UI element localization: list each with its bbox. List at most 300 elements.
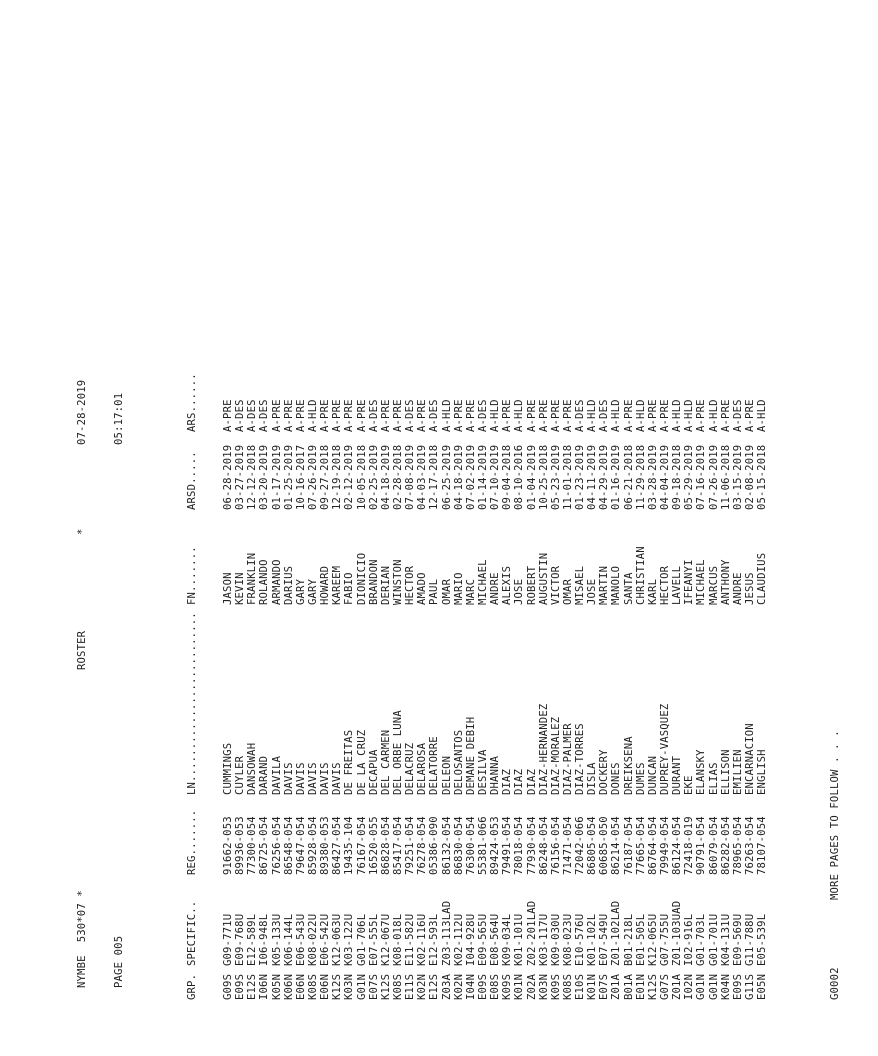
grp-cell: G09S [221,973,234,1000]
first-name-cell: JASON [221,572,234,605]
arsd-cell: 03-28-2019 [646,444,659,510]
reg-cell: 86764-054 [646,816,659,875]
grp-cell: E07S [598,973,611,1000]
specific-cell: K04-131U [719,913,732,966]
specific-cell: E12-593L [428,913,441,966]
last-name-cell: ELANSKY [695,749,708,795]
table-row [526,350,538,1000]
grp-cell: E09S [234,973,247,1000]
reg-cell: 79647-054 [294,816,307,875]
reg-cell: 86828-054 [379,816,392,875]
table-row [744,350,756,1000]
ars-cell: A-DES [574,399,587,432]
first-name-cell: HOWARD [319,565,332,605]
arsd-cell: 06-21-2018 [622,444,635,510]
arsd-cell: 08-10-2016 [513,444,526,510]
first-name-cell: MISAEL [574,565,587,605]
grp-cell: Z01A [610,973,623,1000]
ars-cell: A-HLD [671,399,684,432]
specific-cell: E06-542U [319,913,332,966]
reg-cell: 85928-054 [306,816,319,875]
first-name-cell: JESUS [744,572,757,605]
reg-cell: 86725-054 [258,816,271,875]
grp-cell: K09S [501,973,514,1000]
specific-cell: E11-582U [404,913,417,966]
reg-cell: 78018-054 [513,816,526,875]
first-name-cell: FRANKLIN [246,552,259,605]
table-row [222,350,234,1000]
ars-cell: A-DES [731,399,744,432]
grp-cell: K03N [537,973,550,1000]
ars-cell: A-PRE [464,399,477,432]
specific-cell: G01-701U [707,913,720,966]
arsd-cell: 07-26-2019 [306,444,319,510]
arsd-cell: 09-18-2018 [671,444,684,510]
grp-cell: Z02A [525,973,538,1000]
reg-cell: 79949-054 [659,816,672,875]
arsd-cell: 01-25-2019 [282,444,295,510]
last-name-cell: DAVIS [306,762,319,795]
column-header-specific: SPECIFIC.. [185,900,198,966]
grp-cell: E12S [246,973,259,1000]
reg-cell: 71471-054 [561,816,574,875]
first-name-cell: KARL [646,578,659,605]
first-name-cell: OMAR [561,578,574,605]
grp-cell: K08S [391,973,404,1000]
reg-cell: 89424-053 [489,816,502,875]
ars-cell: A-PRE [744,399,757,432]
ars-cell: A-PRE [549,399,562,432]
table-row [659,350,671,1000]
ars-cell: A-PRE [452,399,465,432]
grp-cell: E09S [476,973,489,1000]
table-row [489,350,501,1000]
table-row [598,350,610,1000]
reg-cell: 79491-054 [501,816,514,875]
specific-cell: E06-543U [294,913,307,966]
ars-cell: A-DES [367,399,380,432]
last-name-cell: DIAZ [525,768,538,795]
first-name-cell: OMAR [440,578,453,605]
ars-cell: A-HLD [513,399,526,432]
ars-cell: A-PRE [622,399,635,432]
column-header-ln: LN.......................... [185,612,198,795]
first-name-cell: ANDRE [731,572,744,605]
reg-cell: 77665-054 [634,816,647,875]
table-row [416,350,428,1000]
grp-cell: K12S [379,973,392,1000]
table-row [258,350,270,1000]
ars-cell: A-PRE [501,399,514,432]
last-name-cell: DEL CARMEN [379,729,392,795]
last-name-cell: DOCKERY [598,749,611,795]
reg-cell: 86548-054 [282,816,295,875]
ars-cell: A-HLD [756,399,769,432]
specific-cell: I02-916L [683,913,696,966]
ars-cell: A-HLD [634,399,647,432]
grp-cell: Z03A [440,973,453,1000]
ars-cell: A-PRE [343,399,356,432]
last-name-cell: DELEON [440,755,453,795]
grp-cell: G11S [744,973,757,1000]
table-row [708,350,720,1000]
grp-cell: E10S [574,973,587,1000]
grp-cell: K12S [331,973,344,1000]
specific-cell: K12-063U [331,913,344,966]
table-row [562,350,574,1000]
grp-cell: E06N [294,973,307,1000]
last-name-cell: DAVIS [294,762,307,795]
table-row [307,350,319,1000]
arsd-cell: 03-15-2019 [731,444,744,510]
first-name-cell: LAVELL [671,565,684,605]
specific-cell: E10-576U [574,913,587,966]
column-header-fn: FN....... [185,546,198,605]
arsd-cell: 11-06-2018 [719,444,732,510]
reg-cell: 86132-054 [440,816,453,875]
specific-cell: G01-703L [695,913,708,966]
arsd-cell: 12-12-2018 [246,444,259,510]
arsd-cell: 10-25-2018 [537,444,550,510]
grp-cell: K02N [452,973,465,1000]
grp-cell: E06N [319,973,332,1000]
arsd-cell: 01-23-2019 [574,444,587,510]
report-time: 05:17:01 [112,392,125,445]
reg-cell: 72418-019 [683,816,696,875]
table-row [671,350,683,1000]
first-name-cell: DIONICIO [355,552,368,605]
first-name-cell: MARC [464,578,477,605]
table-row [610,350,622,1000]
roster-document [52,350,853,1000]
specific-cell: K09-030U [549,913,562,966]
document-title: ROSTER [76,630,89,670]
arsd-cell: 06-28-2019 [221,444,234,510]
reg-cell: 78965-054 [731,816,744,875]
specific-cell: Z01-102LAD [610,900,623,966]
table-row [635,350,647,1000]
table-row [732,350,744,1000]
specific-cell: K08-018L [391,913,404,966]
table-row [404,350,416,1000]
last-name-cell: DEL ORBE LUNA [391,710,404,795]
table-row [283,350,295,1000]
last-name-cell: DUNCAN [646,755,659,795]
last-name-cell: ENCARNACION [744,723,757,795]
footer-code: G0002 [828,967,841,1000]
reg-cell: 76263-054 [744,816,757,875]
arsd-cell: 01-17-2019 [270,444,283,510]
last-name-cell: DELOSANTOS [452,729,465,795]
specific-cell: K03-122U [343,913,356,966]
specific-cell: Z03-113LAD [440,900,453,966]
table-row [586,350,598,1000]
arsd-cell: 09-04-2018 [501,444,514,510]
table-row [501,350,513,1000]
header-line-2 [113,350,125,1000]
reg-cell: 76156-054 [549,816,562,875]
last-name-cell: DUPREY-VASQUEZ [659,703,672,795]
last-name-cell: ENGLISH [756,749,769,795]
reg-cell: 76256-054 [270,816,283,875]
reg-cell: 86214-054 [610,816,623,875]
table-row [441,350,453,1000]
arsd-cell: 06-25-2019 [440,444,453,510]
first-name-cell: HECTOR [404,565,417,605]
arsd-cell: 05-29-2019 [683,444,696,510]
ars-cell: A-DES [258,399,271,432]
specific-cell: K08-023U [561,913,574,966]
grp-cell: K05N [270,973,283,1000]
last-name-cell: DHANNA [489,755,502,795]
last-name-cell: DELAROSA [416,742,429,795]
last-name-cell: EMILIEN [731,749,744,795]
reg-cell: 76187-054 [622,816,635,875]
last-name-cell: DIAZ [513,768,526,795]
first-name-cell: BRANDON [367,559,380,605]
first-name-cell: DARIUS [282,565,295,605]
first-name-cell: ROBERT [525,565,538,605]
arsd-cell: 04-11-2019 [586,444,599,510]
arsd-cell: 01-14-2019 [476,444,489,510]
table-row [513,350,525,1000]
ars-cell: A-HLD [586,399,599,432]
specific-cell: K02-112U [452,913,465,966]
specific-cell: E07-555L [367,913,380,966]
page-number: PAGE 005 [112,935,125,988]
reg-cell: 91662-053 [221,816,234,875]
grp-cell: K02N [416,973,429,1000]
ars-cell: A-DES [404,399,417,432]
table-row [319,350,331,1000]
ars-cell: A-HLD [306,399,319,432]
arsd-cell: 04-18-2019 [379,444,392,510]
table-row [343,350,355,1000]
reg-cell: 05386-090 [428,816,441,875]
last-name-cell: ELIAS [707,762,720,795]
specific-cell: E08-564U [489,913,502,966]
ars-cell: A-PRE [379,399,392,432]
specific-cell: E09-565U [476,913,489,966]
first-name-cell: KEVIN [234,572,247,605]
last-name-cell: DIAZ-MORALEZ [549,716,562,795]
specific-cell: K02-116U [416,913,429,966]
table-row [538,350,550,1000]
grp-cell: K01N [586,973,599,1000]
first-name-cell: MARIO [452,572,465,605]
first-name-cell: ALEXIS [501,565,514,605]
reg-cell: 77930-054 [525,816,538,875]
last-name-cell: CUYLER [234,755,247,795]
grp-cell: I02N [683,973,696,1000]
arsd-cell: 11-29-2018 [634,444,647,510]
specific-cell: K08-022U [306,913,319,966]
specific-cell: I06-948L [258,913,271,966]
header-line-1 [76,350,88,1000]
reg-cell: 55381-066 [476,816,489,875]
table-row [428,350,440,1000]
table-row [368,350,380,1000]
column-header-arsd: ARSD..... [185,451,198,510]
specific-cell: G11-788U [744,913,757,966]
grp-cell: G07S [659,973,672,1000]
specific-cell: Z02-201LAD [525,900,538,966]
table-row [271,350,283,1000]
ars-cell: A-HLD [440,399,453,432]
grp-cell: K04N [719,973,732,1000]
last-name-cell: DE FREITAS [343,729,356,795]
arsd-cell: 07-02-2019 [464,444,477,510]
ars-cell: A-PRE [659,399,672,432]
specific-cell: Z01-103UAD [671,900,684,966]
table-row [392,350,404,1000]
last-name-cell: DREIKSENA [622,736,635,795]
header-star: * [76,528,89,535]
last-name-cell: DANSOWAH [246,742,259,795]
first-name-cell: ANTHONY [719,559,732,605]
grp-cell: E08S [489,973,502,1000]
last-name-cell: DONES [610,762,623,795]
grp-cell: K09S [549,973,562,1000]
last-name-cell: DAVIS [319,762,332,795]
table-row [756,350,768,1000]
last-name-cell: DISLA [586,762,599,795]
grp-cell: I06N [258,973,271,1000]
table-row [574,350,586,1000]
grp-cell: K12S [646,973,659,1000]
arsd-cell: 10-16-2017 [294,444,307,510]
table-row [683,350,695,1000]
ars-cell: A-PRE [319,399,332,432]
specific-cell: K06-144L [282,913,295,966]
roster-rows [222,350,768,1000]
ars-cell: A-HLD [707,399,720,432]
ars-cell: A-DES [234,399,247,432]
first-name-cell: PAUL [428,578,441,605]
grp-cell: K08S [561,973,574,1000]
specific-cell: G01-706L [355,913,368,966]
ars-cell: A-DES [428,399,441,432]
specific-cell: K12-067U [379,913,392,966]
table-row [465,350,477,1000]
column-header-reg: REG....... [185,809,198,875]
footer-line [829,350,841,1000]
last-name-cell: DIAZ-PALMER [561,723,574,795]
first-name-cell: AUGUSTIN [537,552,550,605]
arsd-cell: 09-27-2018 [319,444,332,510]
table-row [720,350,732,1000]
specific-cell: B01-218L [622,913,635,966]
ars-cell: A-DES [476,399,489,432]
arsd-cell: 02-12-2019 [343,444,356,510]
arsd-cell: 04-04-2019 [659,444,672,510]
last-name-cell: DAVIS [282,762,295,795]
reg-cell: 86282-054 [719,816,732,875]
column-header-grp: GRP. [185,973,198,1000]
grp-cell: E07S [367,973,380,1000]
specific-cell: E09-768U [234,913,247,966]
reg-cell: 76167-054 [355,816,368,875]
ars-cell: A-PRE [561,399,574,432]
reg-cell: 79251-054 [404,816,417,875]
specific-cell: K09-034L [501,913,514,966]
table-row [295,350,307,1000]
ars-cell: A-PRE [416,399,429,432]
table-row [453,350,465,1000]
specific-cell: I04-928U [464,913,477,966]
last-name-cell: DIAZ-TORRES [574,723,587,795]
first-name-cell: AMADO [416,572,429,605]
ars-cell: A-HLD [489,399,502,432]
first-name-cell: VICTOR [549,565,562,605]
reg-cell: 86079-054 [707,816,720,875]
arsd-cell: 07-08-2019 [404,444,417,510]
first-name-cell: MARCUS [707,565,720,605]
more-pages-notice: MORE PAGES TO FOLLOW . . . [828,730,841,900]
arsd-cell: 01-04-2019 [525,444,538,510]
first-name-cell: KAREEM [331,565,344,605]
arsd-cell: 05-23-2019 [549,444,562,510]
last-name-cell: DAVIS [331,762,344,795]
table-row [550,350,562,1000]
last-name-cell: DARAND [258,755,271,795]
ars-cell: A-PRE [537,399,550,432]
specific-cell: G09-771U [221,913,234,966]
grp-cell: E12S [428,973,441,1000]
specific-cell: K01-101U [513,913,526,966]
arsd-cell: 02-08-2019 [744,444,757,510]
specific-cell: G07-755U [659,913,672,966]
arsd-cell: 07-26-2019 [707,444,720,510]
grp-cell: Z01A [671,973,684,1000]
column-header-ars: ARS...... [185,373,198,432]
first-name-cell: MARTIN [598,565,611,605]
first-name-cell: ANDRE [489,572,502,605]
arsd-cell: 07-10-2019 [489,444,502,510]
ars-cell: A-HLD [683,399,696,432]
first-name-cell: CHRISTIAN [634,546,647,605]
ars-cell: A-PRE [391,399,404,432]
reg-cell: 86427-054 [331,816,344,875]
table-row [647,350,659,1000]
first-name-cell: MICHAEL [476,559,489,605]
last-name-cell: DUMES [634,762,647,795]
table-row [234,350,246,1000]
specific-cell: E12-589L [246,913,259,966]
reg-cell: 86248-054 [537,816,550,875]
reg-cell: 86805-054 [586,816,599,875]
grp-cell: I04N [464,973,477,1000]
first-name-cell: JOSE [513,578,526,605]
ars-cell: A-PRE [282,399,295,432]
first-name-cell: ROLANDO [258,559,271,605]
grp-cell: E05N [756,973,769,1000]
grp-cell: G01N [707,973,720,1000]
ars-cell: A-PRE [525,399,538,432]
last-name-cell: DELACRUZ [404,742,417,795]
table-row [331,350,343,1000]
first-name-cell: GARY [306,578,319,605]
specific-cell: K12-065U [646,913,659,966]
grp-cell: K03N [343,973,356,1000]
reg-cell: 85417-054 [391,816,404,875]
first-name-cell: MICHAEL [695,559,708,605]
first-name-cell: SANTA [622,572,635,605]
ars-cell: A-PRE [646,399,659,432]
ars-cell: A-DES [598,399,611,432]
grp-cell: K08S [306,973,319,1000]
last-name-cell: DIAZ-HERNANDEZ [537,703,550,795]
